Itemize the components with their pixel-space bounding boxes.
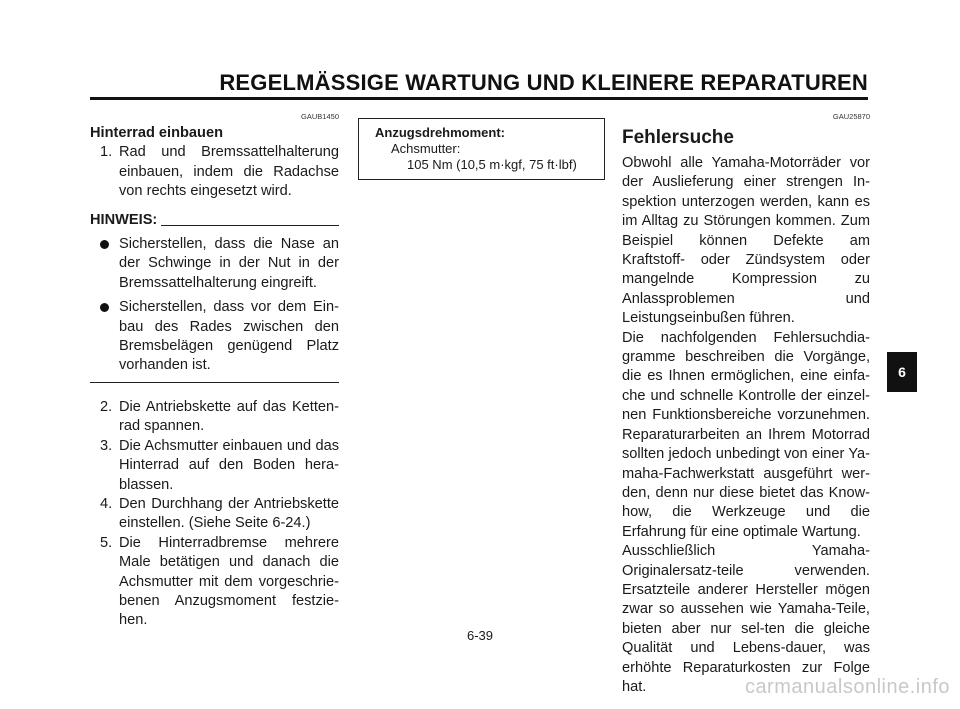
page-header-title: REGELMÄSSIGE WARTUNG UND KLEINERE REPARATUREN <box>219 70 868 95</box>
step-number: 1. <box>100 144 113 161</box>
right-column <box>622 112 870 697</box>
note-bullet-text: Sicherstellen, dass vor dem Ein-bau des Rades zwischen den Bremsbelägen genügend Platz vorhanden ist. <box>119 299 339 374</box>
section-code: GAUB1450 <box>301 112 339 121</box>
header-rule <box>90 97 868 100</box>
note-rule <box>161 215 339 226</box>
note-bullet-text: Sicherstellen, dass die Nase an der Schwinge in der Nut in der Bremssattelhalterung eingreift. <box>119 236 339 291</box>
note-end-rule <box>90 382 339 383</box>
body-paragraph: Obwohl alle Yamaha-Motorräder vor der Auslieferung einer strengen In-spektion unterzogen werden, kann es im Alltag zu Störungen kommen. Zum Beispiel können Defekte am Kraftstoff- oder Zündsystem oder mangelnde Kompression zu Anlassproblemen und Leistungseinbußen führen. <box>622 155 870 327</box>
torque-label: Anzugsdrehmoment: <box>375 125 505 140</box>
step-text: Die Hinterradbremse mehrere Male betätigen und danach die Achsmutter mit dem vorgeschrie-benen Anzugsmoment festzie-hen. <box>119 534 339 629</box>
step-item <box>90 437 339 495</box>
step-number: 5. <box>100 534 113 551</box>
left-column <box>90 112 339 631</box>
step-text: Den Durchhang der Antriebskette einstellen. (Siehe Seite 6-24.) <box>119 495 339 532</box>
body-paragraph: Ausschließlich Yamaha-Originalersatz-teile verwenden. Ersatzteile anderer Hersteller mögen zwar so aussehen wie Yamaha-Teile, bieten aber nur sel-ten die gleiche Qualität und Lebens-dauer, was erhöhte Reparaturkosten zur Folge hat. <box>622 543 870 695</box>
note-bullet <box>90 298 339 376</box>
bullet-dot-icon <box>100 240 109 249</box>
step-number: 4. <box>100 495 113 512</box>
step-item <box>90 398 339 437</box>
note-header <box>90 211 339 230</box>
torque-item: Achsmutter: <box>391 141 461 156</box>
note-bullet <box>90 235 339 293</box>
torque-value: 105 Nm (10,5 m·kgf, 75 ft·lbf) <box>407 157 577 172</box>
chapter-tab[interactable]: 6 <box>887 352 917 392</box>
bullet-dot-icon <box>100 303 109 312</box>
step-text: Die Antriebskette auf das Ketten-rad spannen. <box>119 398 339 435</box>
page-number: 6-39 <box>466 628 494 643</box>
note-label: HINWEIS: <box>90 211 158 228</box>
body-paragraph: Die nachfolgenden Fehlersuchdia-gramme beschreiben die Vorgänge, die es Ihnen ermöglichen, eine einfa-che und schnelle Kontrolle der einzel-nen Funktionsbereiche vorzunehmen. Reparaturarbeiten an Ihrem Motorrad sollten jedoch unbedingt von einer Ya-maha-Fachwerkstatt ausgeführt wer-den, denn nur diese bietet das Know-how, die Werkzeuge und die Erfahrung für eine optimale Wartung. <box>622 329 870 540</box>
step-number: 3. <box>100 437 113 454</box>
torque-spec-box <box>358 118 605 180</box>
step-item <box>90 495 339 534</box>
step-number: 2. <box>100 398 113 415</box>
section-title: Hinterrad einbauen <box>90 125 223 141</box>
watermark: carmanualsonline.info <box>744 676 950 698</box>
section-title: Fehlersuche <box>622 127 734 148</box>
step-text: Die Achsmutter einbauen und das Hinterrad auf den Boden hera-blassen. <box>119 437 339 493</box>
step-text: Rad und Bremssattelhalterung einbauen, indem die Radachse von rechts eingesetzt wird. <box>119 144 339 200</box>
section-code: GAU25870 <box>832 112 870 121</box>
step-item <box>90 534 339 631</box>
step-item <box>90 143 339 201</box>
